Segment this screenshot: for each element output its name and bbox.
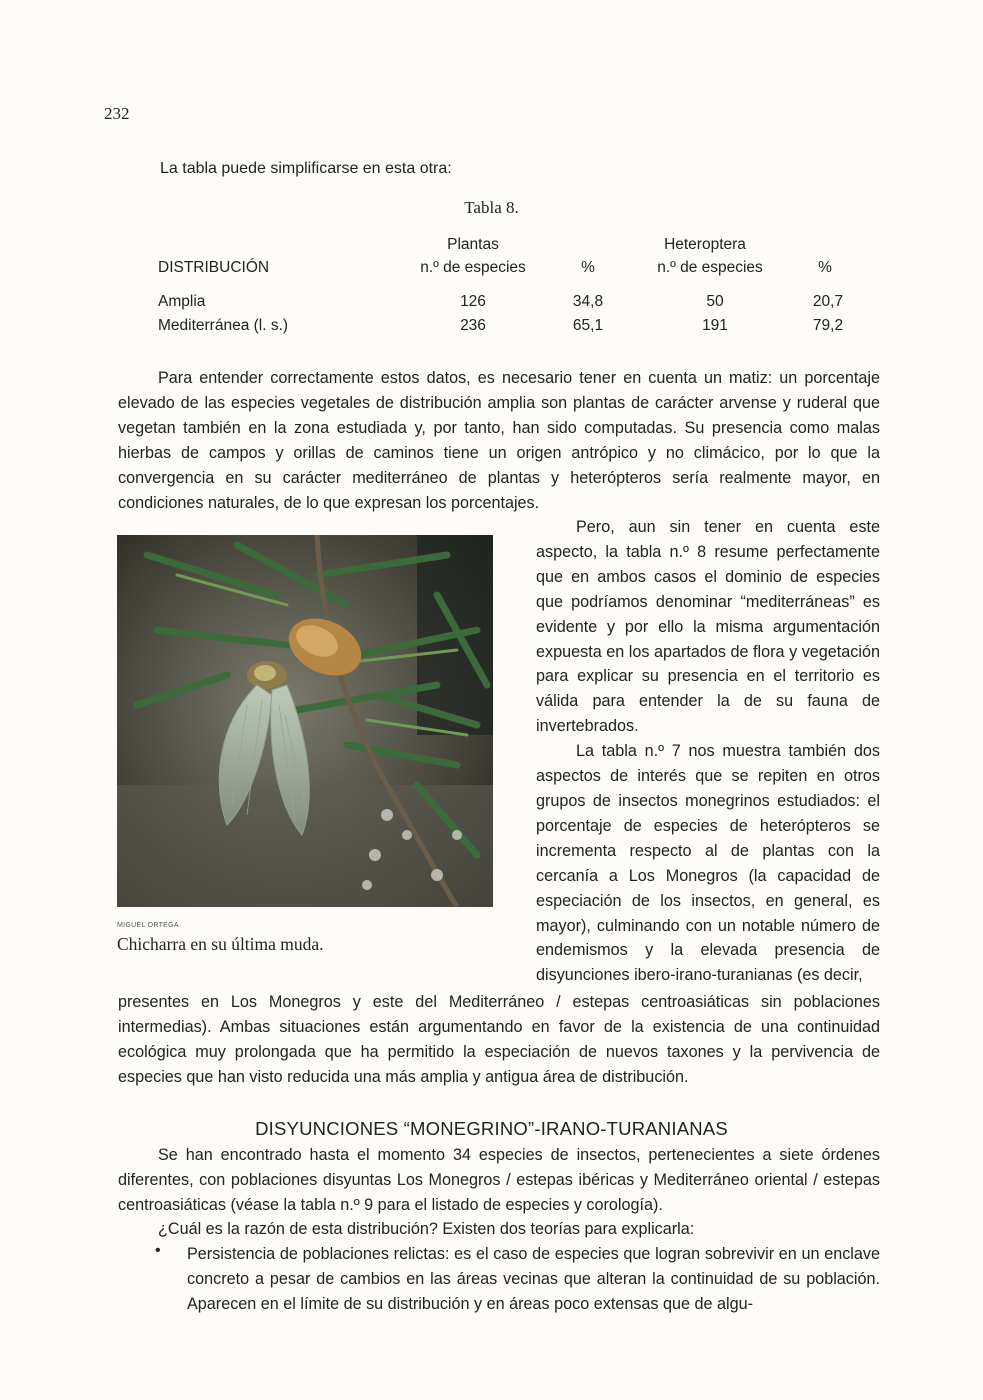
cicada-photo (117, 535, 493, 907)
group-plants-header: Plantas (447, 236, 499, 253)
header-plant-species: n.º de especies (420, 259, 526, 276)
bullet-marker: • (155, 1242, 161, 1259)
row-plants: 126 (460, 293, 486, 310)
table-title: Tabla 8. (464, 198, 519, 217)
header-distribution: DISTRIBUCIÓN (158, 259, 270, 276)
paragraph-3-end: presentes en Los Monegros y este del Mediterráneo / estepas centroasiáticas sin poblaciones intermedias). Ambas situaciones están argumentando en favor de la existencia de una continuidad ecológica muy prolongada que ha permitido la especiación de nuevos taxones y la pervivencia de especies que han visto reducida una más amplia y antigua área de distribución. (118, 993, 880, 1086)
row-hetero: 191 (702, 317, 728, 334)
photo-caption: Chicharra en su última muda. (117, 934, 324, 954)
group-hetero-header: Heteroptera (664, 236, 746, 253)
row-plants: 236 (460, 317, 486, 334)
header-hetero-species: n.º de especies (657, 259, 763, 276)
paragraph-4: Se han encontrado hasta el momento 34 especies de insectos, pertenecientes a siete órdenes diferentes, con poblaciones disyuntas Los Monegros / estepas ibéricas y Mediterráneo oriental / estepas centroasiáticas (véase la tabla n.º 9 para el listado de especies y corología). (118, 1146, 880, 1214)
paragraph-2: Pero, aun sin tener en cuenta este aspecto, la tabla n.º 8 resume perfectamente que en ambos casos el dominio de especies que podríamos denominar “mediterráneas” es evidente y por ello la misma argumentación expuesta en los apartados de flora y vegetación para explicar su presencia en el territorio es válida para entender la de su fauna de invertebrados. (536, 518, 880, 736)
row-plants-pct: 65,1 (572, 317, 604, 334)
row-hetero-pct: 79,2 (812, 317, 844, 334)
bullet-item-1: Persistencia de poblaciones relictas: es el caso de especies que logran sobrevivir en un enclave concreto a pesar de cambios en las áreas vecinas que alteran la continuidad de su población. Aparecen en el límite de su distribución y en áreas poco extensas que de algu- (187, 1245, 880, 1313)
photo-credit: MIGUEL ORTEGA (117, 922, 179, 929)
section-heading: DISYUNCIONES “MONEGRINO”-IRANO-TURANIANAS (255, 1118, 728, 1139)
paragraph-3-start: La tabla n.º 7 nos muestra también dos aspectos de interés que se repiten en otros grupos de insectos monegrinos estudiados: el porcentaje de especies de heterópteros se incrementa respecto al de plantas con la cercanía a Los Monegros (la capacidad de especiación de los insectos, en general, es mayor), culminando con un notable número de endemismos y la elevada presencia de disyunciones ibero-irano-turanianas (es decir, (536, 742, 880, 985)
row-label: Amplia (158, 293, 206, 310)
page-number: 232 (104, 104, 130, 123)
paragraph-5: ¿Cuál es la razón de esta distribución? Existen dos teorías para explicarla: (158, 1220, 695, 1238)
intro-text: La tabla puede simplificarse en esta otra: (160, 160, 452, 177)
row-hetero-pct: 20,7 (812, 293, 844, 310)
row-hetero: 50 (706, 293, 724, 310)
paragraph-1: Para entender correctamente estos datos, es necesario tener en cuenta un matiz: un porcentaje elevado de las especies vegetales de distribución amplia son plantas de carácter arvense y ruderal que vegetan también en la zona estudiada y, por tanto, han sido computadas. Su presencia como malas hierbas de campos y orillas de caminos tiene un origen antrópico y no climácico, por lo que la convergencia en su carácter mediterráneo de plantas y heterópteros sería realmente mayor, en condiciones naturales, de lo que expresan los porcentajes. (118, 369, 880, 512)
header-plant-pct: % (581, 259, 595, 276)
row-label: Mediterránea (l. s.) (158, 317, 289, 334)
header-hetero-pct: % (818, 259, 832, 276)
row-plants-pct: 34,8 (572, 293, 604, 310)
right-column (536, 515, 880, 988)
